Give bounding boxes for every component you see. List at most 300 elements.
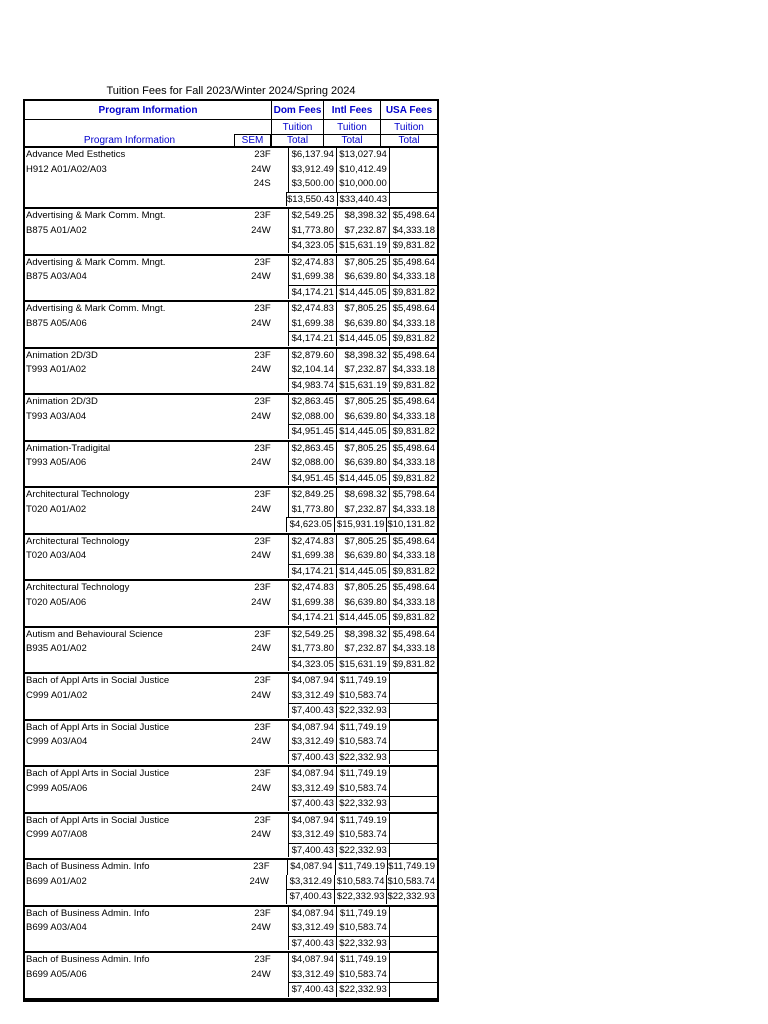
intl-total-cell: $14,445.05 xyxy=(336,610,389,625)
total-row xyxy=(25,238,437,253)
intl-fee-cell: $11,749.19 xyxy=(336,953,389,968)
fee-row xyxy=(25,968,437,983)
program-name-cell xyxy=(25,703,210,718)
semester-cell: 24W xyxy=(251,596,271,608)
program-name: Advertising & Mark Comm. Mngt. xyxy=(26,303,166,314)
usa-fee-cell xyxy=(389,735,437,750)
program-code: C999 A01/A02 xyxy=(26,689,88,701)
semester-cell: 24W xyxy=(251,503,271,515)
semester-cell xyxy=(210,285,288,300)
total-row xyxy=(25,192,437,207)
dom-total-cell: $7,400.43 xyxy=(288,843,336,858)
usa-fee-cell xyxy=(389,907,437,922)
fee-row xyxy=(25,488,437,503)
total-row xyxy=(25,564,437,579)
total-row xyxy=(25,424,437,439)
usa-total-cell: $9,831.82 xyxy=(389,564,437,579)
intl-fee-cell: $7,232.87 xyxy=(336,642,389,657)
semester-cell xyxy=(210,378,288,393)
dom-fee-cell: $2,088.00 xyxy=(288,456,336,471)
semester-cell xyxy=(208,889,286,904)
intl-fee-cell: $10,583.74 xyxy=(336,921,389,936)
program-block xyxy=(25,535,437,582)
total-row xyxy=(25,517,437,532)
fee-row xyxy=(25,875,437,890)
semester-cell xyxy=(208,192,286,207)
fee-row xyxy=(25,410,437,425)
usa-fee-cell: $4,333.18 xyxy=(389,642,437,657)
header-row xyxy=(25,101,437,120)
program-name-cell xyxy=(25,424,210,439)
dom-fee-cell: $1,773.80 xyxy=(288,224,336,239)
semester-cell: 23F xyxy=(254,489,271,500)
program-code: B875 A05/A06 xyxy=(26,317,87,329)
semester-cell: 24W xyxy=(251,643,271,654)
dom-fee-cell: $3,312.49 xyxy=(288,921,336,936)
fee-row xyxy=(25,642,437,657)
usa-fee-cell xyxy=(389,828,437,843)
semester-cell: 23F xyxy=(254,396,271,407)
header-sem: SEM xyxy=(234,134,271,146)
dom-total-cell: $4,174.21 xyxy=(288,285,336,300)
dom-fee-cell: $3,312.49 xyxy=(288,689,336,704)
intl-fee-cell: $7,232.87 xyxy=(336,503,389,518)
intl-total-cell: $15,931.19 xyxy=(334,517,387,532)
usa-total-cell xyxy=(389,936,437,951)
tuition-fees-table xyxy=(23,99,439,1002)
fee-row xyxy=(25,721,437,736)
semester-cell: 23F xyxy=(254,814,271,826)
dom-fee-cell: $2,549.25 xyxy=(288,209,336,224)
intl-fee-cell: $8,398.32 xyxy=(336,209,389,224)
page-title: Tuition Fees for Fall 2023/Winter 2024/Spring 2024 xyxy=(106,85,356,97)
dom-fee-cell: $1,773.80 xyxy=(288,503,336,518)
semester-cell: 24W xyxy=(251,829,271,840)
program-name-cell xyxy=(25,610,210,625)
semester-cell xyxy=(210,331,288,346)
program-code: B875 A03/A04 xyxy=(26,271,87,282)
usa-fee-cell xyxy=(389,767,437,782)
program-name: Bach of Business Admin. Info xyxy=(26,861,150,872)
total-row xyxy=(25,843,437,858)
intl-fee-cell: $6,639.80 xyxy=(336,549,389,564)
dom-fee-cell: $3,312.49 xyxy=(288,735,336,750)
dom-fee-cell: $4,087.94 xyxy=(288,814,336,829)
usa-total-cell: $9,831.82 xyxy=(389,238,437,253)
semester-cell: 23F xyxy=(254,675,271,686)
dom-fee-cell: $1,699.38 xyxy=(288,549,336,564)
intl-fee-cell: $11,749.19 xyxy=(335,860,388,875)
program-name-cell xyxy=(25,177,210,192)
fee-row xyxy=(25,256,437,271)
program-code: T020 A01/A02 xyxy=(26,503,87,515)
program-name: Bach of Appl Arts in Social Justice xyxy=(26,814,170,826)
semester-cell: 23F xyxy=(254,149,271,160)
semester-cell: 24W xyxy=(251,163,271,175)
intl-total-cell: $33,440.43 xyxy=(337,192,390,207)
intl-fee-cell: $10,583.74 xyxy=(336,782,389,797)
usa-fee-cell: $5,498.64 xyxy=(389,581,437,596)
fee-row xyxy=(25,442,437,457)
intl-fee-cell: $6,639.80 xyxy=(336,317,389,332)
fee-row xyxy=(25,581,437,596)
usa-total-cell: $9,831.82 xyxy=(389,424,437,439)
program-name: Architectural Technology xyxy=(26,582,130,593)
intl-fee-cell: $11,749.19 xyxy=(336,814,389,829)
dom-fee-cell: $6,137.94 xyxy=(288,148,336,163)
usa-fee-cell xyxy=(389,921,437,936)
intl-fee-cell: $10,583.74 xyxy=(336,735,389,750)
program-name: Bach of Business Admin. Info xyxy=(26,907,150,919)
dom-total-cell: $7,400.43 xyxy=(288,750,336,765)
total-row xyxy=(25,750,437,765)
program-block xyxy=(25,767,437,814)
intl-fee-cell: $7,805.25 xyxy=(336,256,389,271)
semester-cell: 24W xyxy=(251,271,271,282)
program-block xyxy=(25,721,437,768)
dom-fee-cell: $2,474.83 xyxy=(288,535,336,550)
semester-cell xyxy=(210,610,288,625)
program-code: T020 A03/A04 xyxy=(26,550,87,561)
dom-fee-cell: $2,863.45 xyxy=(288,442,336,457)
fee-row xyxy=(25,349,437,364)
usa-fee-cell: $4,333.18 xyxy=(389,596,437,611)
program-code: C999 A07/A08 xyxy=(26,829,88,840)
intl-fee-cell: $7,805.25 xyxy=(336,395,389,410)
program-name-cell xyxy=(25,378,210,393)
usa-total-cell: $22,332.93 xyxy=(387,891,435,902)
program-name: Architectural Technology xyxy=(26,535,130,547)
usa-fee-cell xyxy=(389,814,437,829)
semester-cell: 24W xyxy=(251,689,271,701)
fee-row xyxy=(25,907,437,922)
semester-cell: 23F xyxy=(254,535,271,547)
program-name-cell xyxy=(25,285,210,300)
intl-fee-cell: $11,749.19 xyxy=(336,674,389,689)
intl-total-cell: $15,631.19 xyxy=(336,378,389,393)
fee-row xyxy=(25,782,437,797)
intl-total-cell: $14,445.05 xyxy=(336,331,389,346)
intl-fee-cell: $8,398.32 xyxy=(336,628,389,643)
usa-total-cell xyxy=(389,843,437,858)
intl-total-cell: $22,332.93 xyxy=(336,843,389,858)
program-name-cell xyxy=(25,238,210,253)
usa-total-cell: $9,831.82 xyxy=(389,610,437,625)
dom-total-cell: $7,400.43 xyxy=(288,936,336,951)
usa-fee-cell: $4,333.18 xyxy=(389,317,437,332)
program-block xyxy=(25,395,437,442)
semester-cell: 24W xyxy=(251,550,271,561)
dom-fee-cell: $2,088.00 xyxy=(288,410,336,425)
usa-fee-cell: $4,333.18 xyxy=(389,410,437,425)
usa-fee-cell xyxy=(389,782,437,797)
dom-total-cell: $4,323.05 xyxy=(288,238,336,253)
semester-cell: 23F xyxy=(254,210,271,221)
program-name: Advertising & Mark Comm. Mngt. xyxy=(26,256,166,268)
intl-total-cell: $14,445.05 xyxy=(336,471,389,486)
semester-cell: 24W xyxy=(251,782,271,794)
semester-cell: 24W xyxy=(251,364,271,375)
header-intl-fees: Intl Fees xyxy=(323,101,380,119)
intl-fee-cell: $10,412.49 xyxy=(336,163,389,178)
program-name: Animation 2D/3D xyxy=(26,349,98,361)
program-block xyxy=(25,674,437,721)
usa-fee-cell: $5,798.64 xyxy=(389,488,437,503)
fee-row xyxy=(25,177,437,192)
intl-fee-cell: $8,398.32 xyxy=(336,349,389,364)
semester-cell: 23F xyxy=(254,768,271,779)
usa-fee-cell: $4,333.18 xyxy=(389,503,437,518)
usa-total-cell: $9,831.82 xyxy=(389,331,437,346)
program-block xyxy=(25,302,437,349)
intl-fee-cell: $7,805.25 xyxy=(336,302,389,317)
total-row xyxy=(25,331,437,346)
header-total-row xyxy=(25,134,437,148)
semester-cell: 23F xyxy=(253,861,270,872)
intl-total-cell: $14,445.05 xyxy=(336,424,389,439)
program-name-cell xyxy=(25,471,210,486)
intl-fee-cell: $11,749.19 xyxy=(336,767,389,782)
dom-total-cell: $7,400.43 xyxy=(288,982,336,997)
usa-total-cell xyxy=(389,750,437,765)
semester-cell: 23F xyxy=(254,349,271,361)
program-name-cell xyxy=(25,331,210,346)
usa-fee-cell: $5,498.64 xyxy=(389,442,437,457)
total-row xyxy=(25,657,437,672)
semester-cell: 23F xyxy=(254,721,271,733)
intl-total-cell: $22,332.93 xyxy=(336,796,389,811)
fee-row xyxy=(25,456,437,471)
total-row xyxy=(25,378,437,393)
header-intl-tuition: Tuition xyxy=(323,120,380,134)
usa-fee-cell: $10,583.74 xyxy=(386,875,437,890)
intl-fee-cell: $7,805.25 xyxy=(336,535,389,550)
intl-fee-cell: $11,749.19 xyxy=(336,907,389,922)
semester-cell: 23F xyxy=(254,303,271,314)
program-code: H912 A01/A02/A03 xyxy=(26,163,107,175)
fee-row xyxy=(25,209,437,224)
dom-total-cell: $4,983.74 xyxy=(288,378,336,393)
usa-fee-cell: $5,498.64 xyxy=(389,349,437,364)
program-name-cell xyxy=(25,843,210,858)
usa-fee-cell: $11,749.19 xyxy=(387,860,437,875)
total-row xyxy=(25,703,437,718)
dom-fee-cell: $2,474.83 xyxy=(288,302,336,317)
usa-total-cell: $9,831.82 xyxy=(389,657,437,672)
program-code: T993 A03/A04 xyxy=(26,410,87,422)
dom-total-cell: $7,400.43 xyxy=(286,889,334,904)
dom-total-cell: $4,623.05 xyxy=(286,517,334,532)
usa-fee-cell: $5,498.64 xyxy=(389,209,437,224)
usa-fee-cell: $4,333.18 xyxy=(389,270,437,285)
intl-total-cell: $22,332.93 xyxy=(336,936,389,951)
fee-row xyxy=(25,674,437,689)
dom-fee-cell: $4,087.94 xyxy=(287,860,335,875)
usa-total-cell xyxy=(389,982,437,997)
intl-total-cell: $22,332.93 xyxy=(336,982,389,997)
intl-fee-cell: $6,639.80 xyxy=(336,270,389,285)
program-name: Animation-Tradigital xyxy=(26,442,111,454)
dom-fee-cell: $3,312.49 xyxy=(288,828,336,843)
fee-row xyxy=(25,596,437,611)
usa-fee-cell: $4,333.18 xyxy=(389,549,437,564)
intl-total-cell: $15,631.19 xyxy=(336,238,389,253)
dom-fee-cell: $1,699.38 xyxy=(288,317,336,332)
intl-fee-cell: $8,698.32 xyxy=(336,488,389,503)
total-row xyxy=(25,796,437,811)
semester-cell xyxy=(210,657,288,672)
semester-cell: 24S xyxy=(253,178,271,189)
fee-row xyxy=(25,549,437,564)
semester-cell: 24W xyxy=(251,922,271,933)
usa-fee-cell: $5,498.64 xyxy=(389,395,437,410)
header-intl-total: Total xyxy=(323,134,380,146)
fee-row xyxy=(25,503,437,518)
usa-fee-cell xyxy=(389,953,437,968)
program-name: Advance Med Esthetics xyxy=(26,149,126,160)
usa-fee-cell xyxy=(389,163,437,178)
intl-total-cell: $22,332.93 xyxy=(334,889,387,904)
fee-row xyxy=(25,953,437,968)
program-name-cell xyxy=(25,517,208,532)
usa-fee-cell: $4,333.18 xyxy=(389,224,437,239)
program-name: Bach of Appl Arts in Social Justice xyxy=(26,721,170,733)
usa-fee-cell xyxy=(389,689,437,704)
semester-cell xyxy=(210,424,288,439)
total-row xyxy=(25,936,437,951)
usa-total-cell xyxy=(389,192,437,207)
usa-fee-cell: $5,498.64 xyxy=(389,302,437,317)
program-block xyxy=(25,814,437,861)
program-code: T993 A05/A06 xyxy=(26,457,87,468)
usa-fee-cell: $5,498.64 xyxy=(389,256,437,271)
intl-total-cell: $14,445.05 xyxy=(336,285,389,300)
total-row xyxy=(25,285,437,300)
program-name: Advertising & Mark Comm. Mngt. xyxy=(26,210,166,221)
program-block xyxy=(25,256,437,303)
dom-fee-cell: $2,879.60 xyxy=(288,349,336,364)
intl-fee-cell: $7,232.87 xyxy=(336,363,389,378)
fee-row xyxy=(25,735,437,750)
semester-cell: 24W xyxy=(251,224,271,236)
dom-fee-cell: $3,312.49 xyxy=(288,782,336,797)
intl-total-cell: $22,332.93 xyxy=(336,750,389,765)
dom-fee-cell: $3,500.00 xyxy=(288,177,336,192)
dom-fee-cell: $4,087.94 xyxy=(288,907,336,922)
total-row xyxy=(25,471,437,486)
dom-fee-cell: $2,849.25 xyxy=(288,488,336,503)
fee-row xyxy=(25,921,437,936)
dom-fee-cell: $2,474.83 xyxy=(288,256,336,271)
program-name: Animation 2D/3D xyxy=(26,396,98,407)
program-code: B935 A01/A02 xyxy=(26,643,87,654)
dom-total-cell: $4,323.05 xyxy=(288,657,336,672)
program-code: T993 A01/A02 xyxy=(26,364,87,375)
header-dom-total: Total xyxy=(271,134,323,146)
intl-total-cell: $22,332.93 xyxy=(336,703,389,718)
total-row xyxy=(25,889,437,904)
program-block xyxy=(25,860,437,907)
header-tuition-row xyxy=(25,120,437,134)
intl-fee-cell: $7,232.87 xyxy=(336,224,389,239)
intl-fee-cell: $10,000.00 xyxy=(336,177,389,192)
intl-fee-cell: $13,027.94 xyxy=(336,148,389,163)
semester-cell xyxy=(210,703,288,718)
intl-fee-cell: $7,805.25 xyxy=(336,442,389,457)
fee-row xyxy=(25,828,437,843)
usa-total-cell xyxy=(389,796,437,811)
fee-row xyxy=(25,163,437,178)
program-block xyxy=(25,442,437,489)
dom-fee-cell: $2,549.25 xyxy=(288,628,336,643)
header-usa-tuition: Tuition xyxy=(380,120,437,134)
program-code: B699 A05/A06 xyxy=(26,968,87,980)
program-name: Autism and Behavioural Science xyxy=(26,628,163,640)
dom-fee-cell: $2,863.45 xyxy=(288,395,336,410)
header-program-information: Program Information xyxy=(98,104,198,116)
program-name-cell xyxy=(25,796,210,811)
dom-fee-cell: $4,087.94 xyxy=(288,953,336,968)
semester-cell: 23F xyxy=(254,628,271,640)
semester-cell xyxy=(208,517,286,532)
program-code: B699 A03/A04 xyxy=(26,922,87,933)
header-dom-tuition: Tuition xyxy=(271,120,323,134)
usa-fee-cell: $5,498.64 xyxy=(389,535,437,550)
fee-row xyxy=(25,302,437,317)
program-code: C999 A03/A04 xyxy=(26,736,88,747)
semester-cell: 24W xyxy=(249,875,269,887)
semester-cell: 24W xyxy=(251,457,271,468)
usa-fee-cell: $5,498.64 xyxy=(389,628,437,643)
fee-row xyxy=(25,628,437,643)
fee-row xyxy=(25,363,437,378)
intl-total-cell: $14,445.05 xyxy=(336,564,389,579)
program-block xyxy=(25,209,437,256)
usa-total-cell: $9,831.82 xyxy=(389,471,437,486)
dom-total-cell: $4,951.45 xyxy=(288,471,336,486)
usa-total-cell: $10,131.82 xyxy=(387,519,435,530)
dom-fee-cell: $4,087.94 xyxy=(288,674,336,689)
program-block xyxy=(25,488,437,535)
dom-fee-cell: $3,912.49 xyxy=(288,163,336,178)
fee-row xyxy=(25,317,437,332)
usa-total-cell: $9,831.82 xyxy=(389,378,437,393)
program-block xyxy=(25,907,437,954)
dom-fee-cell: $4,087.94 xyxy=(288,721,336,736)
program-name-cell xyxy=(25,192,208,207)
program-block xyxy=(25,148,437,209)
semester-cell: 23F xyxy=(254,442,271,454)
dom-total-cell: $7,400.43 xyxy=(288,796,336,811)
dom-fee-cell: $2,104.14 xyxy=(288,363,336,378)
semester-cell: 24W xyxy=(251,317,271,329)
header-program-information-sub: Program Information xyxy=(83,134,176,146)
usa-fee-cell xyxy=(389,968,437,983)
dom-fee-cell: $1,699.38 xyxy=(288,270,336,285)
program-name-cell xyxy=(25,982,210,997)
dom-total-cell: $7,400.43 xyxy=(288,703,336,718)
usa-total-cell: $9,831.82 xyxy=(389,285,437,300)
program-name: Bach of Business Admin. Info xyxy=(26,954,150,965)
fee-row xyxy=(25,270,437,285)
program-name: Bach of Appl Arts in Social Justice xyxy=(26,768,170,779)
total-row xyxy=(25,982,437,997)
program-name-cell xyxy=(25,936,210,951)
semester-cell: 24W xyxy=(251,410,271,422)
fee-row xyxy=(25,535,437,550)
dom-total-cell: $13,550.43 xyxy=(287,193,335,205)
semester-cell xyxy=(210,238,288,253)
